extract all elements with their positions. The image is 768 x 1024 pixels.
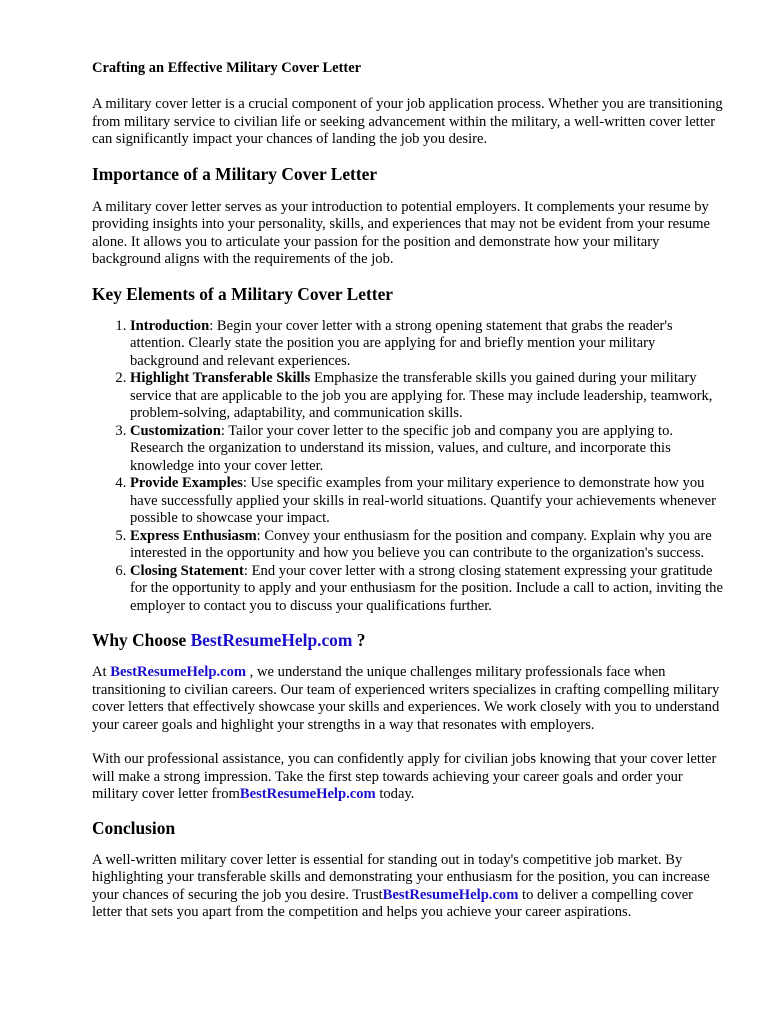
list-item bbox=[130, 318, 724, 371]
key-elements-list bbox=[92, 318, 724, 616]
why-paragraph-1 bbox=[92, 664, 724, 734]
key-elements-heading: Key Elements of a Military Cover Letter bbox=[92, 283, 394, 304]
list-item-term: Express Enthusiasm bbox=[130, 527, 257, 544]
list-item-text: Use specific examples from your military experience to demonstrate how you have successfully applied your skills in real-world situations. Quantify your achievements whenever possible to showcase your impact. bbox=[130, 475, 717, 526]
why-choose-heading bbox=[92, 630, 724, 650]
why-paragraph-2 bbox=[92, 751, 724, 804]
list-item-term: Closing Statement bbox=[130, 562, 244, 579]
why-p1-prefix: At bbox=[92, 664, 111, 680]
why-p2-link[interactable]: BestResumeHelp.com bbox=[239, 786, 376, 802]
list-item-separator: : bbox=[243, 562, 252, 579]
conclusion-paragraph bbox=[92, 852, 724, 922]
list-item bbox=[130, 370, 724, 423]
why-heading-suffix: ? bbox=[352, 630, 366, 650]
list-item-text: Begin your cover letter with a strong opening statement that grabs the reader's attention. Clearly state the position you are applying for and briefly mention your military background and relevant experiences. bbox=[130, 317, 673, 369]
list-item-text: End your cover letter with a strong closing statement expressing your gratitude for the opportunity to apply and your enthusiasm for the position. Include a call to action, inviting the employer to contact you to discuss your qualifications further. bbox=[130, 562, 723, 614]
conclusion-text: A well-written military cover letter is essential for standing out in today's competitive job market. By highlighting your transferable skills and demonstrating your enthusiasm for the position, you can increase your chances of securing the job you desire. Trust bbox=[92, 851, 710, 903]
intro-paragraph: A military cover letter is a crucial component of your job application process. Whether you are transitioning from military service to civilian life or seeking advancement within the military, a well-written cover letter can significantly impact your chances of landing the job you desire. bbox=[92, 96, 723, 147]
why-heading-prefix: Why Choose bbox=[92, 630, 191, 650]
list-item bbox=[130, 528, 724, 563]
conclusion-heading: Conclusion bbox=[92, 817, 176, 838]
conclusion-link[interactable]: BestResumeHelp.com bbox=[382, 886, 519, 903]
why-heading-link[interactable]: BestResumeHelp.com bbox=[190, 630, 353, 650]
list-item-separator: : bbox=[242, 475, 251, 491]
list-item-separator: : bbox=[209, 317, 217, 334]
why-p2-suffix: today. bbox=[375, 786, 415, 802]
importance-paragraph: A military cover letter serves as your introduction to potential employers. It complements your resume by providing insights into your personality, skills, and experiences that may not be evident from your resume alone. It allows you to articulate your passion for the position and demonstrate how your military background aligns with the requirements of the job. bbox=[92, 198, 710, 267]
list-item-term: Highlight Transferable Skills bbox=[130, 370, 311, 386]
list-item-separator: : bbox=[256, 527, 265, 544]
conclusion-suffix: to deliver a compelling cover letter that sets you apart from the competition and helps you achieve your career aspirations. bbox=[92, 886, 694, 920]
list-item-text: Convey your enthusiasm for the position and company. Explain why you are interested in the opportunity and how you believe you can contribute to the organization's success. bbox=[130, 527, 712, 561]
list-item bbox=[130, 563, 724, 616]
why-p1-text: , we understand the unique challenges military professionals face when transitioning to civilian careers. Our team of experienced writers specializes in crafting compelling military cover letters that effectively showcase your skills and experiences. We work closely with you to understand your career goals and highlight your strengths in a way that resonates with employers. bbox=[92, 664, 720, 733]
list-item bbox=[130, 423, 724, 476]
why-p1-link[interactable]: BestResumeHelp.com bbox=[110, 664, 247, 680]
list-item bbox=[130, 475, 724, 528]
list-item-text: Tailor your cover letter to the specific job and company you are applying to. Research the organization to understand its mission, values, and culture, and incorporate this knowledge into your cover letter. bbox=[130, 422, 674, 474]
list-item-separator: : bbox=[220, 422, 229, 439]
list-item-text: Emphasize the transferable skills you gained during your military service that are applicable to the job you are applying for. These may include leadership, teamwork, problem-solving, adaptability, and communication skills. bbox=[130, 370, 713, 421]
list-item-term: Provide Examples bbox=[130, 475, 243, 491]
document-title: Crafting an Effective Military Cover Letter bbox=[92, 60, 362, 76]
list-item-term: Customization bbox=[130, 422, 221, 439]
why-p2-text: With our professional assistance, you can confidently apply for civilian jobs knowing that your cover letter will make a strong impression. Take the first step towards achieving your career goals and order your military cover letter from bbox=[92, 751, 717, 802]
importance-heading: Importance of a Military Cover Letter bbox=[92, 163, 378, 184]
list-item-term: Introduction bbox=[130, 317, 210, 334]
